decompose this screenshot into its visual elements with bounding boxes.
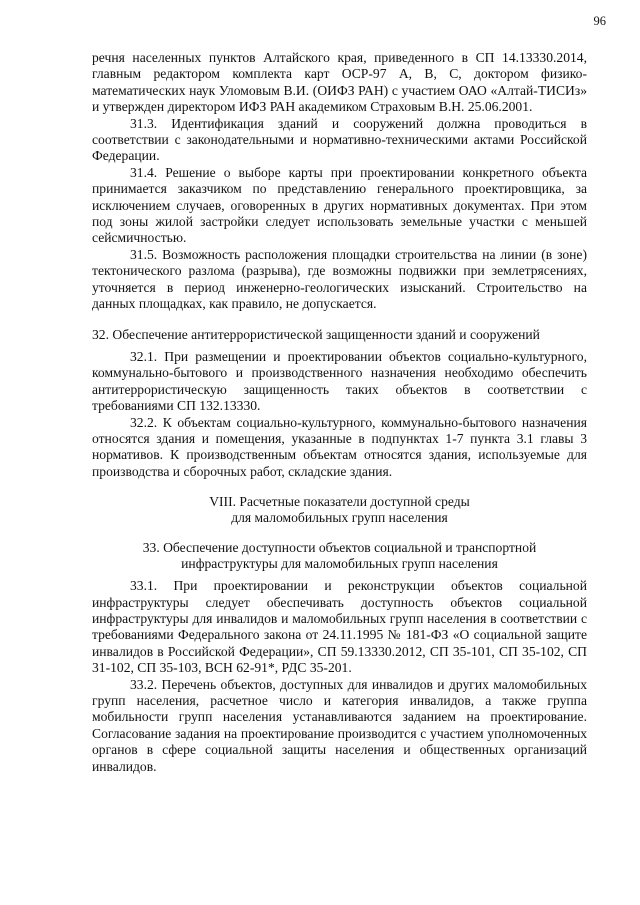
section-heading-32: 32. Обеспечение антитеррористической защищенности зданий и сооружений	[92, 326, 540, 342]
paragraph-continued: речня населенных пунктов Алтайского края, приведенного в СП 14.13330.2014, главным редактором комплекта карт ОСР-97 А, В, С, доктором физико-математических наук Уломовым В.И. (ОИФЗ РАН) с участием ОАО «Алтай-ТИСИз» и утвержден директором ИФЗ РАН академиком Страховым В.Н. 25.06.2001.	[92, 50, 587, 115]
paragraph-31-4: 31.4. Решение о выборе карты при проектировании конкретного объекта принимается заказчиком по представлению генерального проектировщика, за исключением случаев, оговоренных в других нормативных документах. При этом под зоны жилой застройки следует использовать земельные участки с меньшей сейсмичностью.	[92, 164, 587, 246]
section-heading-33-line-2: инфраструктуры для маломобильных групп населения	[181, 556, 498, 572]
paragraph-31-5: 31.5. Возможность расположения площадки строительства на линии (в зоне) тектонического разлома (разрыва), где возможны подвижки при землетрясениях, уточняется в период инженерно-геологических изысканий. Строительство на данных площадках, как правило, не допускается.	[92, 246, 587, 312]
section-heading-33	[92, 540, 587, 572]
document-body	[92, 50, 587, 775]
paragraph-33-2: 33.2. Перечень объектов, доступных для инвалидов и других маломобильных групп населения, расчетное число и категория инвалидов, а также группа мобильности групп населения устанавливаются заданием на проектирование. Согласование задания на проектирование производится с участием уполномоченных органов в сфере социальной защиты населения и общественных организаций инвалидов.	[92, 676, 587, 774]
chapter-heading-viii-line-1: VIII. Расчетные показатели доступной среды	[209, 494, 470, 510]
chapter-heading-viii-line-2: для маломобильных групп населения	[231, 510, 448, 526]
page-number: 96	[593, 14, 606, 28]
paragraph-32-2: 32.2. К объектам социально-культурного, коммунально-бытового назначения относятся здания и помещения, указанные в подпунктах 1-7 пункта 3.1 главы 3 нормативов. К производственным объектам относятся здания, используемые для производства и сборочных работ, складские здания.	[92, 414, 587, 479]
paragraph-32-1: 32.1. При размещении и проектировании объектов социально-культурного, коммунально-бытового и производственного назначения необходимо обеспечить антитеррористическую защищенность таких объектов в соответствии с требованиями СП 132.13330.	[92, 348, 587, 414]
section-heading-33-line-1: 33. Обеспечение доступности объектов социальной и транспортной	[142, 540, 537, 556]
chapter-heading-viii	[92, 494, 587, 526]
paragraph-31-3: 31.3. Идентификация зданий и сооружений должна проводиться в соответствии с законодательными и нормативно-техническими актами Российской Федерации.	[92, 115, 587, 164]
paragraph-33-1: 33.1. При проектировании и реконструкции объектов социальной инфраструктуры следует обеспечивать доступность объектов социальной инфраструктуры для инвалидов и маломобильных групп населения в соответствии с требованиями Федерального закона от 24.11.1995 № 181-ФЗ «О социальной защите инвалидов в Российской Федерации», СП 59.13330.2012, СП 35-101, СП 35-102, СП 31-102, СП 35-103, ВСН 62-91*, РДС 35-201.	[92, 578, 587, 676]
